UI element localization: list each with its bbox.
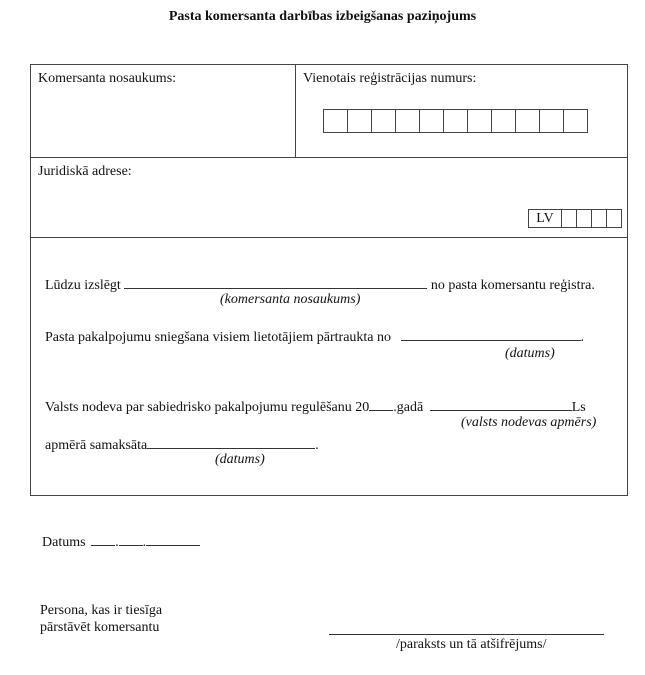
request-suffix: no pasta komersantu reģistra. [430, 278, 595, 293]
postal-code-boxes[interactable] [528, 209, 622, 228]
paid-line [45, 436, 319, 454]
column-divider [295, 65, 296, 157]
digit-box[interactable] [515, 109, 540, 133]
paid-date-blank[interactable] [147, 436, 315, 449]
year-blank[interactable] [146, 533, 200, 546]
service-stop-note: (datums) [505, 346, 555, 361]
digit-box[interactable] [371, 109, 396, 133]
fee-amount-blank[interactable] [430, 398, 572, 411]
digit-box[interactable] [419, 109, 444, 133]
digit-box[interactable] [561, 209, 577, 228]
digit-box[interactable] [591, 209, 607, 228]
fee-text: Valsts nodeva par sabiedrisko pakalpojumu regulēšanu 20 [45, 400, 370, 415]
fee-note: (valsts nodevas apmērs) [461, 415, 597, 430]
paid-end: . [315, 438, 319, 453]
service-stop-end: . [580, 330, 585, 345]
reg-number-boxes[interactable] [323, 109, 588, 133]
service-stop-line [45, 328, 584, 346]
person-line-2: pārstāvēt komersantu [40, 620, 160, 635]
request-prefix: Lūdzu izslēgt [45, 278, 121, 293]
signature-line[interactable] [329, 634, 604, 635]
page-title: Pasta komersanta darbības izbeigšanas paziņojums [168, 9, 477, 24]
paid-note: (datums) [215, 452, 265, 467]
date-line [42, 533, 200, 551]
fee-line [45, 398, 586, 416]
fee-year-suffix: .gadā [393, 400, 424, 415]
company-name-blank[interactable] [124, 276, 427, 289]
digit-box[interactable] [323, 109, 348, 133]
date-separator: . [115, 535, 119, 550]
reg-number-label: Vienotais reģistrācijas numurs: [303, 71, 477, 86]
digit-box[interactable] [443, 109, 468, 133]
person-line-1: Persona, kas ir tiesīga [40, 603, 163, 618]
company-name-label: Komersanta nosaukums: [38, 71, 177, 86]
digit-box[interactable] [539, 109, 564, 133]
digit-box[interactable] [395, 109, 420, 133]
fee-currency: Ls [571, 400, 586, 415]
month-blank[interactable] [119, 533, 143, 546]
digit-box[interactable] [606, 209, 622, 228]
digit-box[interactable] [347, 109, 372, 133]
date-separator: . [142, 535, 147, 550]
country-code: LV [528, 209, 562, 228]
row-divider [31, 157, 627, 158]
stop-date-blank[interactable] [401, 328, 581, 341]
signature-note: /paraksts un tā atšifrējums/ [396, 637, 547, 652]
paid-text: apmērā samaksāta [45, 438, 148, 453]
day-blank[interactable] [91, 533, 115, 546]
digit-box[interactable] [491, 109, 516, 133]
legal-address-label: Juridiskā adrese: [38, 164, 132, 179]
year-blank[interactable] [369, 398, 393, 411]
digit-box[interactable] [576, 209, 592, 228]
service-stop-text: Pasta pakalpojumu sniegšana visiem lietotājiem pārtraukta no [45, 330, 392, 345]
date-label: Datums [42, 535, 86, 550]
application-form-frame [30, 64, 628, 496]
digit-box[interactable] [563, 109, 588, 133]
request-note: (komersanta nosaukums) [220, 292, 361, 307]
row-divider [31, 237, 627, 238]
digit-box[interactable] [467, 109, 492, 133]
